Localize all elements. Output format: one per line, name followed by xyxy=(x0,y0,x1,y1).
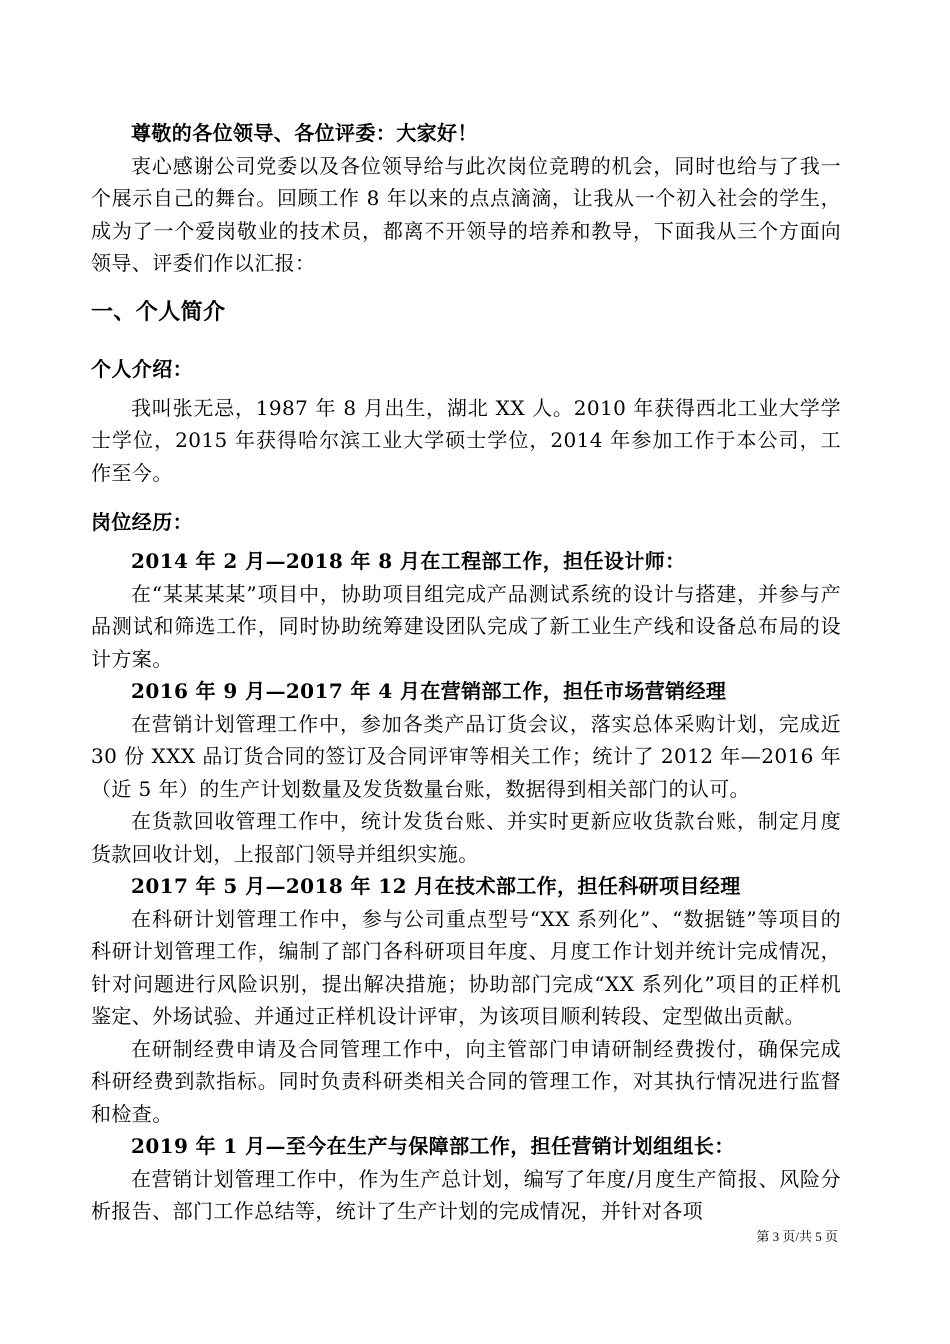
role-title-3: 2017 年 5 月—2018 年 12 月在技术部工作，担任科研项目经理 xyxy=(131,874,741,898)
role-3-paragraph-2: 在研制经费申请及合同管理工作中，向主管部门申请研制经费拨付，确保完成科研经费到款指标。同时负责科研类相关合同的管理工作，对其执行情况进行监督和检查。 xyxy=(91,1036,841,1126)
role-3-paragraph-1: 在科研计划管理工作中，参与公司重点型号“XX 系列化”、“数据链”等项目的科研计划管理工作，编制了部门各科研项目年度、月度工作计划并统计完成情况，针对问题进行风险识别，提出解决措施；协助部门完成“XX 系列化”项目的正样机鉴定、外场试验、并通过正样机设计评审，为该项目顺利转段、定型做出贡献。 xyxy=(91,906,841,1028)
role-title-1: 2014 年 2 月—2018 年 8 月在工程部工作，担任设计师： xyxy=(131,549,686,573)
role-title-4: 2019 年 1 月—至今在生产与保障部工作，担任营销计划组组长： xyxy=(131,1134,735,1158)
section-heading-personal-profile: 一、个人简介 xyxy=(91,299,226,325)
role-1-paragraph-1: 在“某某某某”项目中，协助项目组完成产品测试系统的设计与搭建，并参与产品测试和筛选工作，同时协助统筹建设团队完成了新工业生产线和设备总布局的设计方案。 xyxy=(91,581,841,671)
document-body xyxy=(91,117,841,1228)
intro-paragraph: 衷心感谢公司党委以及各位领导给与此次岗位竞聘的机会，同时也给与了我一个展示自己的舞台。回顾工作 8 年以来的点点滴滴，让我从一个初入社会的学生，成为了一个爱岗敬业的技术员，都离不开领导的培养和教导，下面我从三个方面向领导、评委们作以汇报： xyxy=(91,153,841,275)
subheading-career: 岗位经历： xyxy=(91,510,193,534)
role-2-paragraph-2: 在货款回收管理工作中，统计发货台账、并实时更新应收货款台账，制定月度货款回收计划，上报部门领导并组织实施。 xyxy=(91,809,841,866)
role-2-paragraph-1: 在营销计划管理工作中，参加各类产品订货会议，落实总体采购计划，完成近 30 份 XXX 品订货合同的签订及合同评审等相关工作；统计了 2012 年—2016 年（近 5 年）的生产计划数量及发货数量台账，数据得到相关部门的认可。 xyxy=(91,711,841,801)
greeting: 尊敬的各位领导、各位评委：大家好！ xyxy=(131,121,478,145)
subheading-personal-intro: 个人介绍： xyxy=(91,356,193,381)
page-number: 第 3 页/共 5 页 xyxy=(756,1229,838,1244)
role-4-paragraph-1: 在营销计划管理工作中，作为生产总计划，编写了年度/月度生产简报、风险分析报告、部门工作总结等，统计了生产计划的完成情况，并针对各项 xyxy=(91,1166,841,1223)
personal-intro-paragraph: 我叫张无忌，1987 年 8 月出生，湖北 XX 人。2010 年获得西北工业大学学士学位，2015 年获得哈尔滨工业大学硕士学位，2014 年参加工作于本公司，工作至今。 xyxy=(91,395,841,485)
role-title-2: 2016 年 9 月—2017 年 4 月在营销部工作，担任市场营销经理 xyxy=(131,679,727,703)
